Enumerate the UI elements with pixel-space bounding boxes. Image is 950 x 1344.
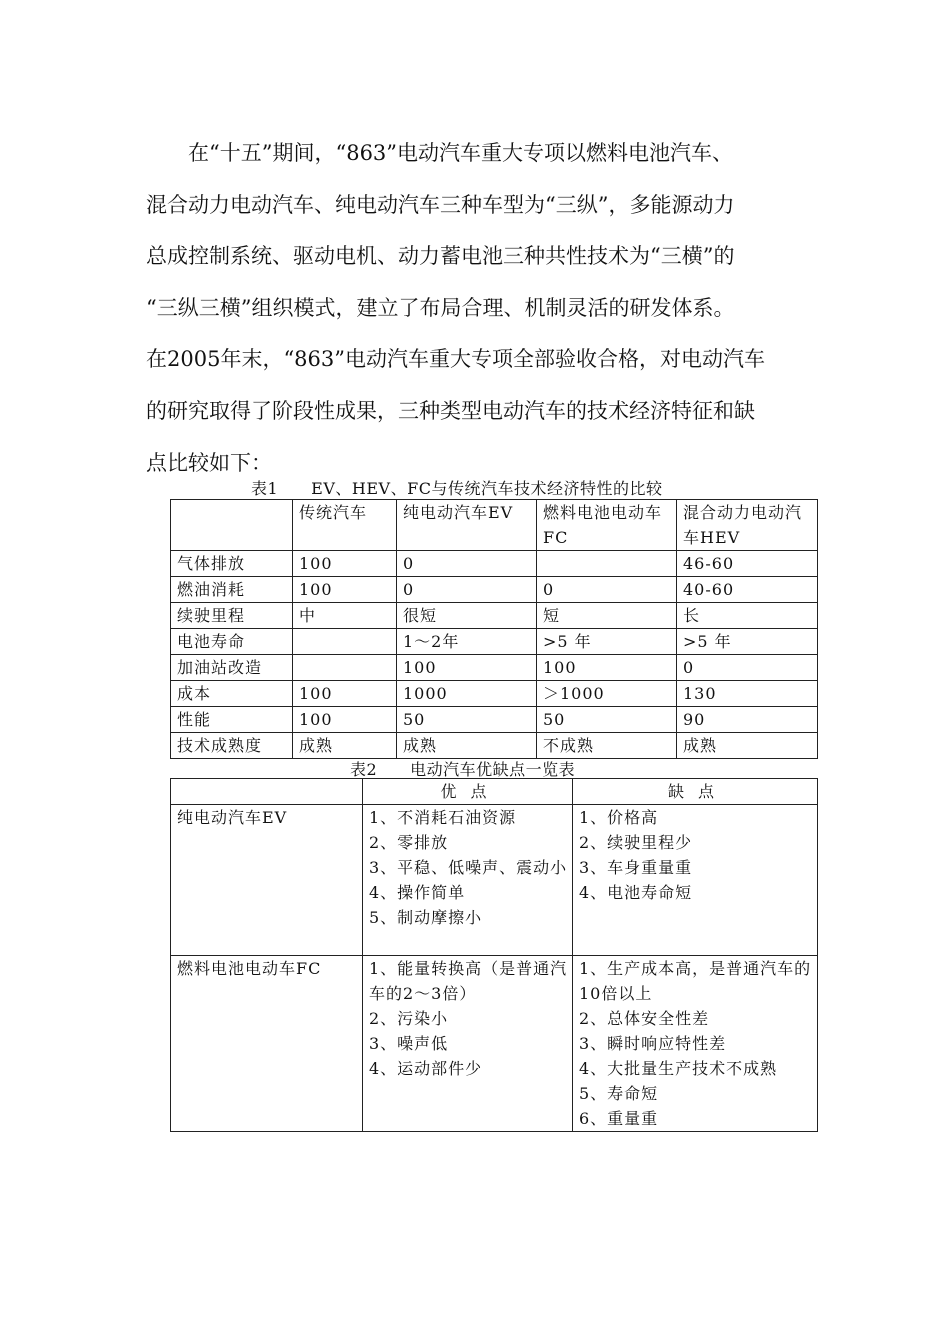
table-cell: 46-60	[677, 551, 818, 577]
list-item: 3、瞬时响应特性差	[579, 1034, 727, 1053]
paragraph-line: 的研究取得了阶段性成果，三种类型电动汽车的技术经济特征和缺	[146, 398, 755, 423]
table-cell: 长	[677, 603, 818, 629]
list-item: 4、运动部件少	[369, 1059, 483, 1078]
paragraph-line: “三纵三横”组织模式，建立了布局合理、机制灵活的研发体系。	[146, 295, 735, 320]
table-cell: 续驶里程	[171, 603, 293, 629]
table-header-cell	[171, 779, 363, 805]
comparison-table	[170, 499, 818, 759]
list-item: 5、制动摩擦小	[369, 908, 483, 927]
table-cell: ＞1000	[537, 681, 677, 707]
table-cell: 性能	[171, 707, 293, 733]
table-cell: 0	[397, 551, 537, 577]
table-cell	[537, 551, 677, 577]
list-item: 3、平稳、低噪声、震动小	[369, 858, 568, 877]
table-cell: 50	[537, 707, 677, 733]
paragraph-line: 在“十五”期间，“863”电动汽车重大专项以燃料电池汽车、	[146, 141, 734, 165]
paragraph-line: 点比较如下：	[146, 450, 272, 475]
paragraph-line: 总成控制系统、驱动电机、动力蓄电池三种共性技术为“三横”的	[146, 244, 735, 269]
table-header-row	[171, 500, 818, 551]
list-item: 2、污染小	[369, 1009, 449, 1028]
table-cell: >5 年	[677, 629, 818, 655]
table-cell: 1000	[397, 681, 537, 707]
list-item: 4、电池寿命短	[579, 883, 693, 902]
table-cell: 燃油消耗	[171, 577, 293, 603]
table-header-cell: 缺点	[573, 779, 818, 805]
table-cell: 100	[293, 577, 397, 603]
list-item: 2、续驶里程少	[579, 833, 693, 852]
table-header-cell: 燃料电池电动车FC	[537, 500, 677, 551]
table-cell: 短	[537, 603, 677, 629]
list-item: 2、总体安全性差	[579, 1009, 710, 1028]
table-cell: 中	[293, 603, 397, 629]
table-cell: 成本	[171, 681, 293, 707]
table-cell	[293, 629, 397, 655]
list-item: 4、大批量生产技术不成熟	[579, 1059, 778, 1078]
list-item: 4、操作简单	[369, 883, 466, 902]
table-cell: 50	[397, 707, 537, 733]
table-row	[171, 707, 818, 733]
table1-caption: 表1 EV、HEV、FC与传统汽车技术经济特性的比较	[251, 479, 663, 498]
table-cell: 成熟	[397, 733, 537, 759]
table-row	[171, 577, 818, 603]
table-header-cell	[171, 500, 293, 551]
list-item: 3、噪声低	[369, 1034, 449, 1053]
table-row	[171, 733, 818, 759]
table-cell: 100	[293, 551, 397, 577]
table-row	[171, 603, 818, 629]
table-row	[171, 681, 818, 707]
table-cell: 加油站改造	[171, 655, 293, 681]
table-row	[171, 655, 818, 681]
table-cell: 0	[677, 655, 818, 681]
table-row	[171, 805, 818, 956]
table-cell: 气体排放	[171, 551, 293, 577]
table-cell: 100	[397, 655, 537, 681]
table-header-cell: 混合动力电动汽车HEV	[677, 500, 818, 551]
table-cell: 技术成熟度	[171, 733, 293, 759]
table-cell: 100	[293, 681, 397, 707]
list-item: 6、重量重	[579, 1109, 659, 1128]
list-item: 2、零排放	[369, 833, 449, 852]
cons-cell	[573, 956, 818, 1132]
vehicle-type-cell: 燃料电池电动车FC	[171, 956, 363, 1132]
pros-cell	[363, 805, 573, 956]
table2-caption: 表2 电动汽车优缺点一览表	[350, 760, 576, 779]
list-item: 1、价格高	[579, 808, 659, 827]
table-cell: >5 年	[537, 629, 677, 655]
table-header-cell: 传统汽车	[293, 500, 397, 551]
table-header-cell: 优点	[363, 779, 573, 805]
paragraph-line: 混合动力电动汽车、纯电动汽车三种车型为“三纵”，多能源动力	[146, 192, 735, 217]
table-cell	[293, 655, 397, 681]
pros-cons-table	[170, 778, 818, 1132]
table-cell: 很短	[397, 603, 537, 629]
paragraph-line: 在2005年末，“863”电动汽车重大专项全部验收合格，对电动汽车	[146, 347, 765, 372]
table-row	[171, 551, 818, 577]
pros-cell	[363, 956, 573, 1132]
list-item: 1、能量转换高（是普通汽车的2～3倍）	[369, 959, 568, 1003]
table-cell: 不成熟	[537, 733, 677, 759]
table-cell: 100	[537, 655, 677, 681]
table-cell: 0	[397, 577, 537, 603]
table-cell: 成熟	[293, 733, 397, 759]
table-header-cell: 纯电动汽车EV	[397, 500, 537, 551]
table-cell: 90	[677, 707, 818, 733]
list-item: 5、寿命短	[579, 1084, 659, 1103]
table-cell: 电池寿命	[171, 629, 293, 655]
table-row	[171, 629, 818, 655]
table-cell: 成熟	[677, 733, 818, 759]
table-cell: 100	[293, 707, 397, 733]
vehicle-type-cell: 纯电动汽车EV	[171, 805, 363, 956]
table-cell: 1～2年	[397, 629, 537, 655]
table-cell: 40-60	[677, 577, 818, 603]
list-item: 1、不消耗石油资源	[369, 808, 517, 827]
body-paragraph	[146, 128, 806, 489]
table-cell: 0	[537, 577, 677, 603]
cons-cell	[573, 805, 818, 956]
table-header-row	[171, 779, 818, 805]
list-item: 1、生产成本高，是普通汽车的10倍以上	[579, 959, 812, 1003]
table-row	[171, 956, 818, 1132]
list-item: 3、车身重量重	[579, 858, 693, 877]
table-cell: 130	[677, 681, 818, 707]
